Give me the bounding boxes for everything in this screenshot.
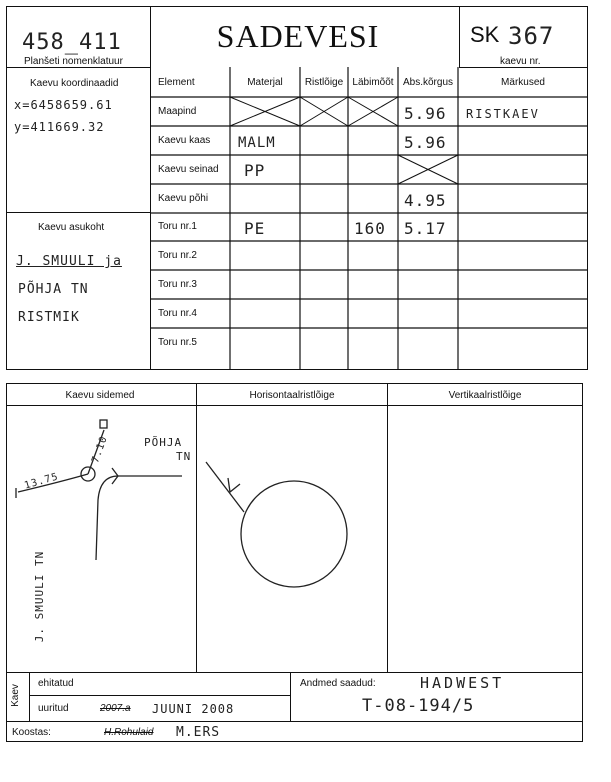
sketch-street-left: J. SMUULI TN bbox=[33, 550, 47, 643]
header-element: Element bbox=[158, 77, 195, 88]
cell-abs: 5.96 bbox=[404, 133, 447, 152]
header-abs: Abs.kõrgus bbox=[402, 77, 454, 88]
koostas-struck: H.Rohulaid bbox=[104, 727, 154, 738]
cell-abs: 5.17 bbox=[404, 219, 447, 238]
form-title: SADEVESI bbox=[216, 18, 380, 54]
sketch-dist-1: 13.75 bbox=[23, 471, 60, 492]
well-number: 367 bbox=[508, 22, 555, 50]
location-line-2: PÕHJA TN bbox=[18, 282, 89, 297]
cell-labimoot: 160 bbox=[354, 219, 386, 238]
footer-side-label: Kaev bbox=[9, 684, 21, 707]
header-materjal: Materjal bbox=[247, 77, 283, 88]
koostas-value: M.ERS bbox=[176, 725, 221, 740]
coordinate-x: x=6458659.61 bbox=[14, 98, 113, 112]
sketch-dist-2: 7.10 bbox=[90, 434, 111, 465]
well-number-label: kaevu nr. bbox=[500, 56, 541, 67]
cell-abs: 4.95 bbox=[404, 191, 447, 210]
koostas-row bbox=[6, 721, 583, 742]
cell-materjal: PP bbox=[244, 161, 266, 180]
coordinate-y: y=411669.32 bbox=[14, 120, 105, 134]
location-label: Kaevu asukoht bbox=[38, 222, 105, 233]
horisontaal-label: Horisontaalristlõige bbox=[249, 390, 335, 401]
cell-materjal: PE bbox=[244, 219, 266, 238]
row-element: Toru nr.2 bbox=[158, 250, 197, 261]
row-element: Toru nr.1 bbox=[158, 221, 197, 232]
nomenclature-label: Planšeti nomenklatuur bbox=[24, 56, 123, 67]
uuritud-struck: 2007.a bbox=[100, 703, 131, 714]
header-ristloige: Ristlõige bbox=[304, 77, 344, 88]
cell-materjal: MALM bbox=[238, 135, 276, 151]
koostas-label: Koostas: bbox=[12, 727, 51, 738]
row-element: Kaevu põhi bbox=[158, 193, 209, 204]
cell-abs: 5.96 bbox=[404, 104, 447, 123]
row-element: Toru nr.3 bbox=[158, 279, 197, 290]
row-element: Kaevu seinad bbox=[158, 164, 219, 175]
sidemed-label: Kaevu sidemed bbox=[65, 390, 135, 401]
coordinates-label: Kaevu koordinaadid bbox=[30, 78, 119, 89]
uuritud-value: JUUNI 2008 bbox=[152, 702, 235, 716]
uuritud-label: uuritud bbox=[38, 703, 69, 714]
location-line-1: J. SMUULI ja bbox=[16, 254, 122, 269]
row-element: Kaevu kaas bbox=[158, 135, 211, 146]
cell-markused: RISTKAEV bbox=[466, 107, 540, 121]
andmed-value: HADWEST bbox=[420, 674, 505, 692]
andmed-value-2: T-08-194/5 bbox=[362, 696, 475, 716]
row-element: Toru nr.4 bbox=[158, 308, 197, 319]
nomenclature-value: 458_411 bbox=[22, 30, 122, 55]
header-markused: Märkused bbox=[501, 77, 545, 88]
vertikaal-label: Vertikaalristlõige bbox=[448, 390, 522, 401]
row-element: Maapind bbox=[158, 106, 197, 117]
ehitatud-label: ehitatud bbox=[38, 678, 74, 689]
location-line-3: RISTMIK bbox=[18, 310, 80, 325]
andmed-label: Andmed saadud: bbox=[300, 678, 376, 689]
sketch-street-top: PÕHJA bbox=[144, 436, 183, 449]
sketch-street-top-2: TN bbox=[176, 450, 192, 463]
row-element: Toru nr.5 bbox=[158, 337, 197, 348]
well-prefix: SK bbox=[470, 22, 500, 47]
header-labimoot: Läbimõõt bbox=[352, 77, 394, 88]
